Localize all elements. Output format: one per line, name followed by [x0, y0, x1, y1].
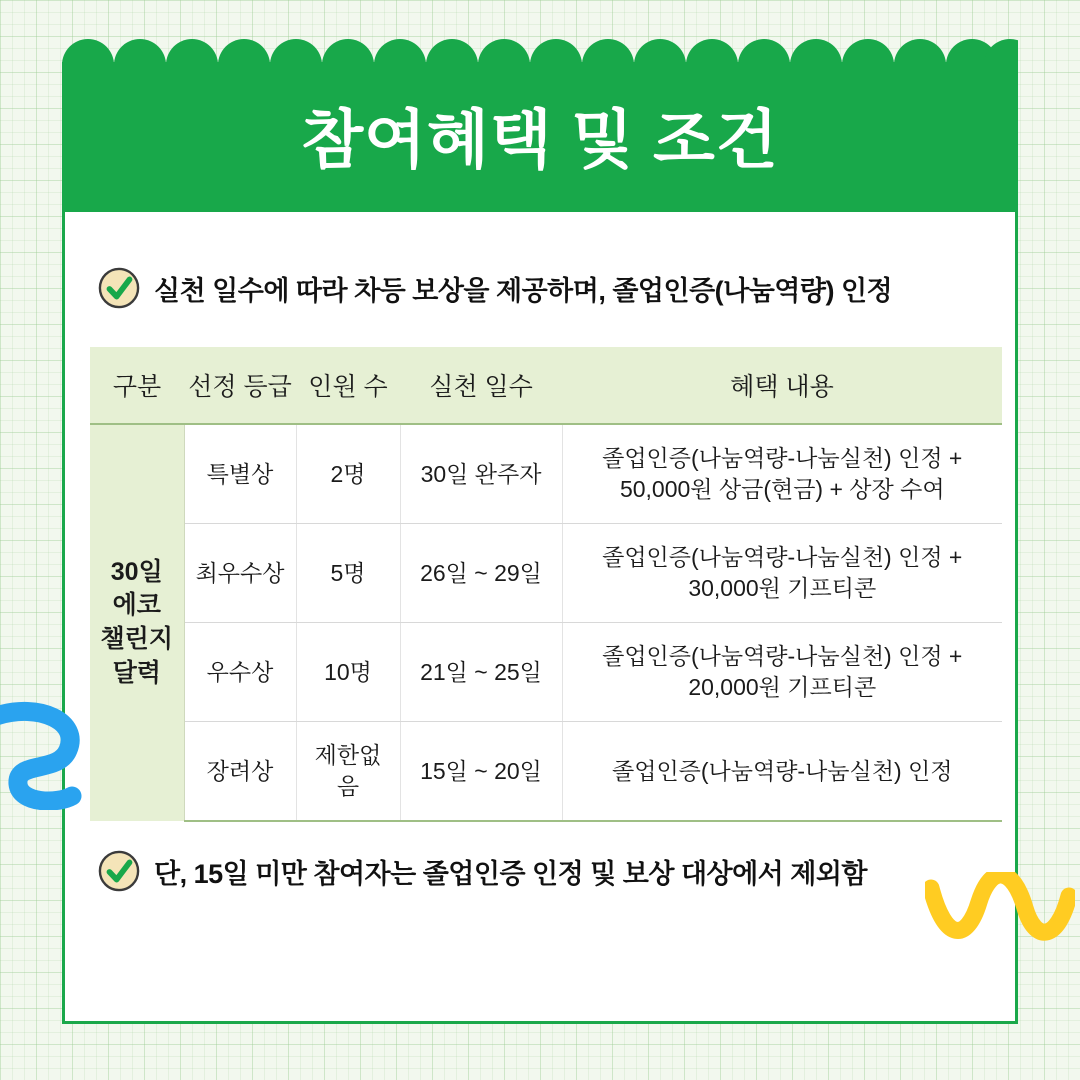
group-line-4: 달력	[112, 658, 161, 687]
cell-grade: 최우수상	[184, 524, 296, 623]
cell-benefit	[562, 524, 1002, 623]
cell-grade: 우수상	[184, 623, 296, 722]
benefit-table	[90, 347, 1002, 822]
column-header-group: 구분	[90, 347, 184, 424]
check-circle-icon	[98, 267, 140, 309]
page-title: 참여혜택 및 조건	[301, 104, 779, 176]
scallop-edge	[62, 39, 1018, 65]
benefit-line-1: 졸업인증(나눔역량-나눔실천) 인정 +	[602, 643, 963, 670]
group-cell	[90, 424, 184, 821]
column-header-grade: 선정 등급	[184, 347, 296, 424]
cell-count: 제한없음	[296, 722, 400, 822]
benefit-card	[62, 62, 1018, 1024]
column-header-days: 실천 일수	[400, 347, 562, 424]
note-top-text: 실천 일수에 따라 차등 보상을 제공하며, 졸업인증(나눔역량) 인정	[154, 275, 893, 306]
cell-days: 26일 ~ 29일	[400, 524, 562, 623]
benefit-line-1: 졸업인증(나눔역량-나눔실천) 인정	[612, 757, 953, 784]
group-line-2: 에코	[112, 591, 161, 620]
column-header-count: 인원 수	[296, 347, 400, 424]
note-bottom-text: 단, 15일 미만 참여자는 졸업인증 인정 및 보상 대상에서 제외함	[154, 858, 868, 889]
benefit-line-2: 30,000원 기프티콘	[688, 575, 877, 602]
cell-benefit	[562, 623, 1002, 722]
cell-count: 5명	[296, 524, 400, 623]
cell-count: 10명	[296, 623, 400, 722]
table-row	[90, 722, 1002, 822]
table-body	[90, 424, 1002, 821]
table-row	[90, 424, 1002, 524]
table-head	[90, 347, 1002, 424]
cell-days: 30일 완주자	[400, 424, 562, 524]
group-line-3: 챌린지	[100, 625, 173, 654]
table-header-row	[90, 347, 1002, 424]
note-bottom	[98, 850, 990, 892]
cell-grade: 특별상	[184, 424, 296, 524]
cell-benefit	[562, 424, 1002, 524]
cell-count: 2명	[296, 424, 400, 524]
benefit-line-2: 50,000원 상금(현금) + 상장 수여	[619, 476, 945, 503]
table-row	[90, 524, 1002, 623]
card-content	[62, 212, 1018, 892]
benefit-line-1: 졸업인증(나눔역량-나눔실천) 인정 +	[602, 445, 963, 471]
card-header	[62, 62, 1018, 212]
note-top	[98, 267, 990, 309]
cell-days: 21일 ~ 25일	[400, 623, 562, 722]
benefit-line-1: 졸업인증(나눔역량-나눔실천) 인정 +	[602, 544, 963, 571]
group-line-1: 30일	[110, 557, 163, 586]
benefit-line-2: 20,000원 기프티콘	[688, 674, 877, 701]
column-header-benefit: 혜택 내용	[562, 347, 1002, 424]
check-circle-icon	[98, 850, 140, 892]
cell-days: 15일 ~ 20일	[400, 722, 562, 822]
cell-benefit	[562, 722, 1002, 822]
cell-grade: 장려상	[184, 722, 296, 822]
table-row	[90, 623, 1002, 722]
